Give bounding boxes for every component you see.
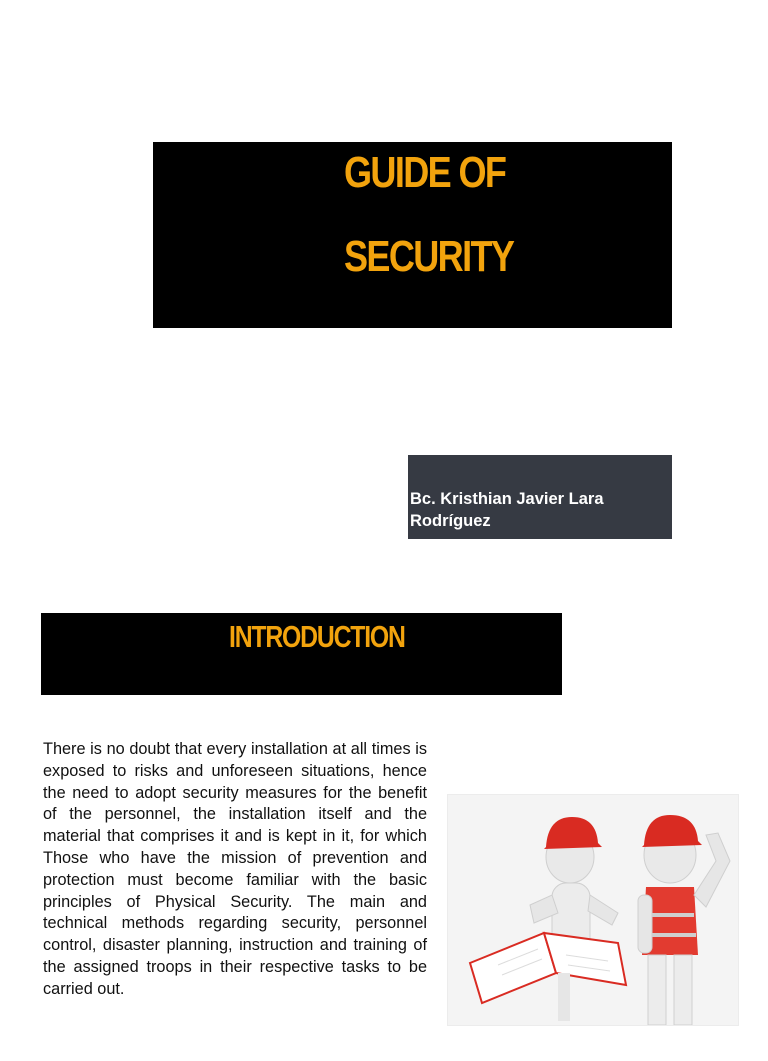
section-heading: INTRODUCTION (229, 619, 405, 654)
intro-paragraph-text: There is no doubt that every installation at all times is exposed to risks and unforeseen situations, hence the need to adopt security measures for the benefit of the personnel, the installation itself and the material that comprises it and is kept in it, for which Those who have the mission of prevention and protection must become familiar with the basic principles of Physical Security. The main and technical methods regarding security, personnel control, disaster planning, instruction and training of the assigned troops in their respective tasks to be carried out. (43, 740, 427, 998)
illustration-graphic (448, 795, 738, 1025)
author-box (408, 455, 672, 539)
safety-workers-icon (447, 794, 739, 1026)
title-line-1: GUIDE OF (344, 148, 506, 197)
author-name: Bc. Kristhian Javier Lara Rodríguez (410, 490, 604, 530)
title-line-2: SECURITY (344, 232, 514, 281)
